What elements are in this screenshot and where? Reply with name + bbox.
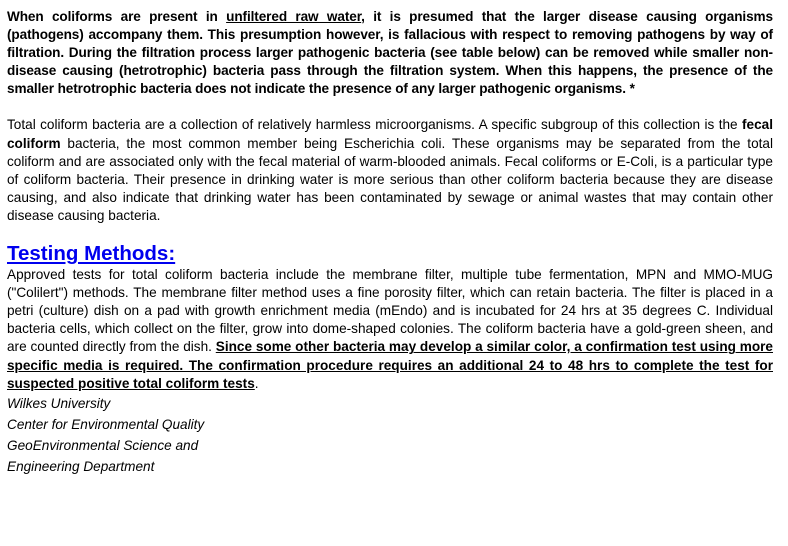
unfiltered-raw-water-phrase: unfiltered raw water bbox=[226, 9, 362, 24]
paragraph-total-coliform bbox=[7, 116, 773, 225]
signature-block bbox=[7, 393, 773, 477]
signature-center: Center for Environmental Quality bbox=[7, 416, 205, 432]
paragraph-testing-methods bbox=[7, 266, 773, 393]
fecal-coliform-term: fecal coliform bbox=[7, 117, 773, 151]
paragraph-three-period: . bbox=[254, 375, 259, 391]
paragraph-one-text-start: When coliforms are present in bbox=[7, 9, 227, 24]
testing-methods-heading: Testing Methods: bbox=[7, 242, 176, 266]
confirmation-test-note: Since some other bacteria may develop a similar color, a confirmation test using more specific media is required. The confirmation procedure requires an additional 24 to 48 hrs to complete the test for suspected positive total coliform tests bbox=[7, 339, 773, 391]
paragraph-three-text-start: Approved tests for total coliform bacteria include the membrane filter, multiple tube fermentation, MPN and MMO-MUG ("Colilert") methods. The membrane filter method uses a fine porosity filter, which can retain bacteria. The filter is placed in a petri (culture) dish on a pad with growth enrichment media (mEndo) and is incubated for 24 hrs at 35 degrees C. Individual bacteria cells, which collect on the filter, grow into dome-shaped colonies. The coliform bacteria have a gold-green sheen, and are counted directly from the dish. bbox=[7, 267, 773, 355]
paragraph-two-text-end: bacteria, the most common member being Escherichia coli. These organisms may be separated from the total coliform and are associated only with the fecal material of warm-blooded animals. Fecal coliforms or E-Coli, is a particular type of coliform bacteria. Their presence in drinking water is more serious than other coliform bacteria because they are disease causing, and also indicate that drinking water has been contaminated by sewage or animal wastes that may contain other disease causing bacteria. bbox=[7, 135, 773, 223]
document-page bbox=[7, 8, 773, 477]
paragraph-two-text-start: Total coliform bacteria are a collection of relatively harmless microorganisms. A specific subgroup of this collection is the bbox=[7, 117, 743, 133]
signature-department-line2: Engineering Department bbox=[7, 458, 155, 474]
paragraph-coliform-filtration bbox=[7, 8, 773, 98]
paragraph-one-text-end: , it is presumed that the larger disease causing organisms (pathogens) accompany them. This presumption however, is fallacious with respect to removing pathogens by way of filtration. During the filtration process larger pathogenic bacteria (see table below) can be removed while smaller non-disease causing (hetrotrophic) bacteria pass through the filtration system. When this happens, the presence of the smaller hetrotrophic bacteria does not indicate the presence of any larger pathogenic organisms. * bbox=[7, 9, 773, 97]
signature-department-line1: GeoEnvironmental Science and bbox=[7, 437, 199, 453]
signature-university: Wilkes University bbox=[7, 395, 111, 411]
